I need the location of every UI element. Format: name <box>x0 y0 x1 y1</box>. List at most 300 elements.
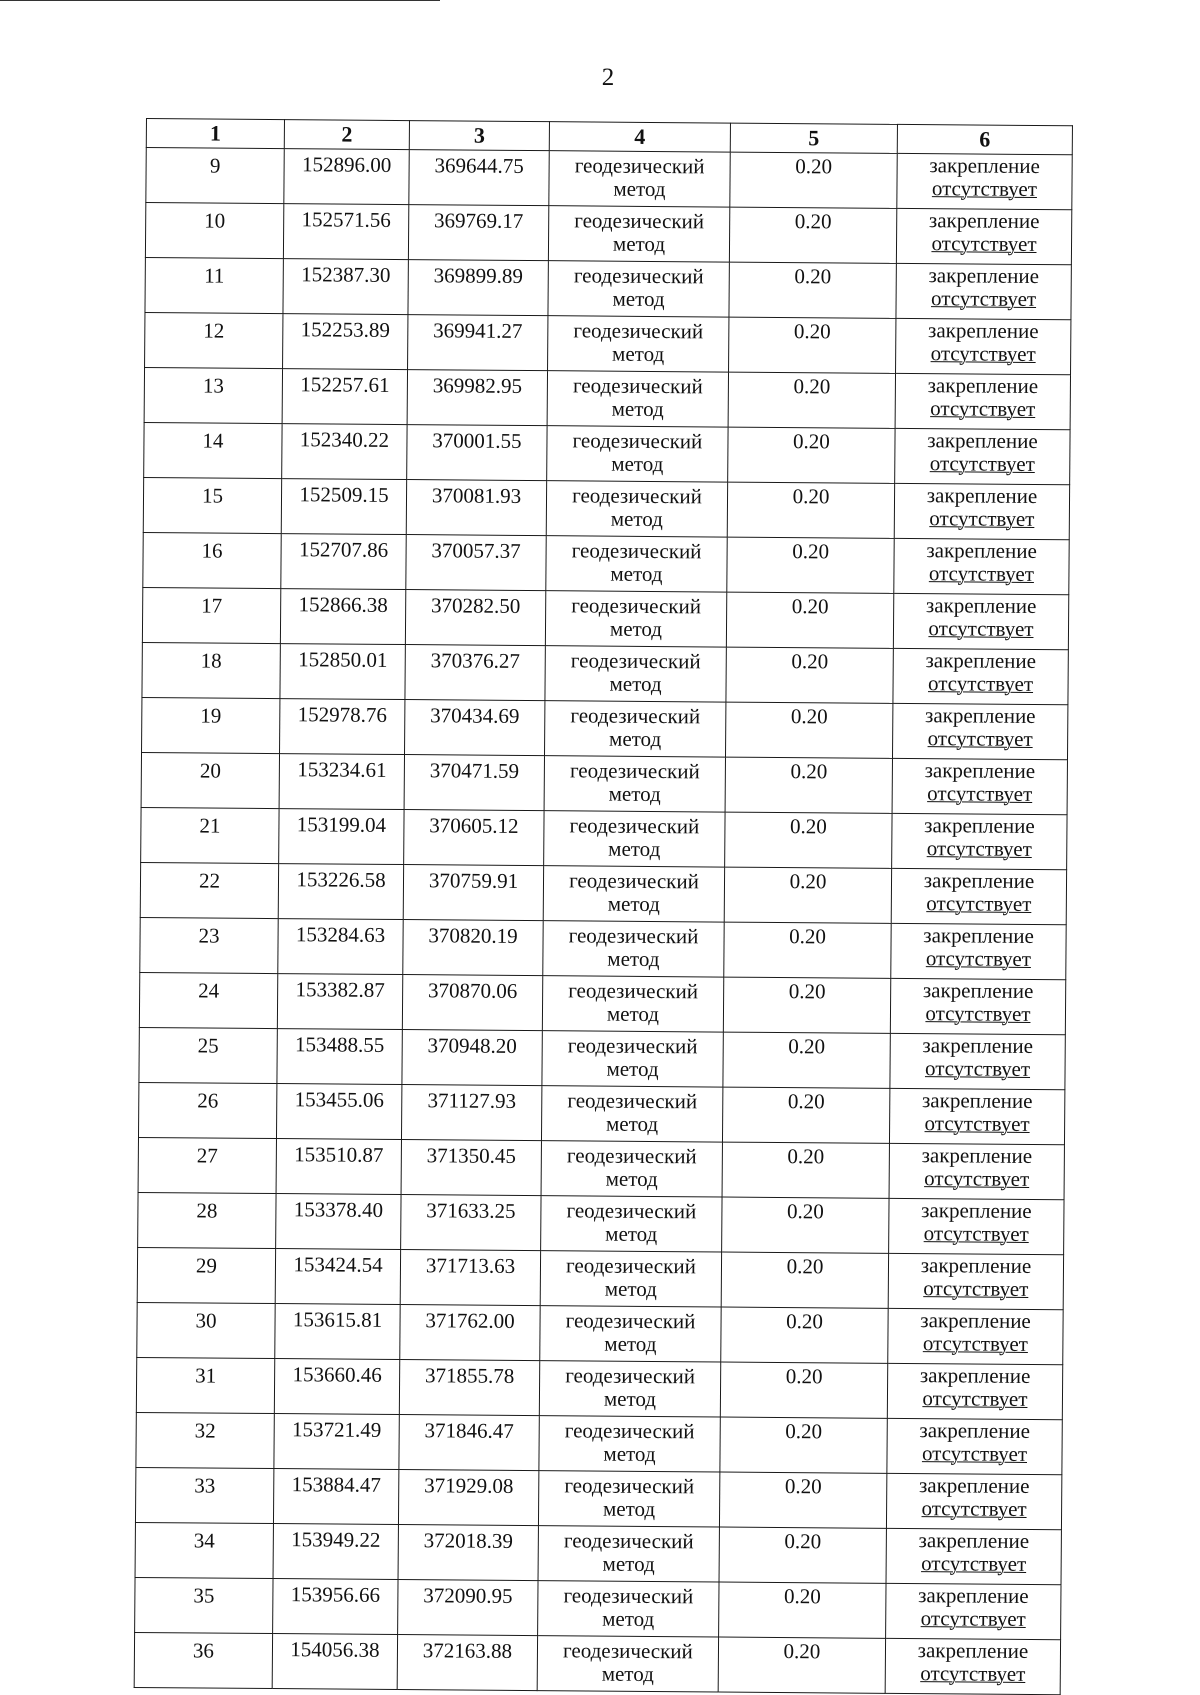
point-number-cell: 26 <box>138 1082 276 1138</box>
method-text-line1: геодезический <box>564 1418 695 1444</box>
y-coordinate-cell: 371929.08 <box>398 1470 538 1526</box>
y-coordinate-cell: 371713.63 <box>400 1250 540 1306</box>
method-text-line2: метод <box>607 891 660 917</box>
accuracy-cell: 0.20 <box>720 1362 887 1418</box>
fixing-description-cell <box>886 1528 1061 1584</box>
point-number-cell: 10 <box>145 203 283 259</box>
method-text-line2: метод <box>608 836 661 862</box>
method-text-line1: геодезический <box>562 1638 693 1664</box>
fixing-text-line2: отсутствует <box>930 286 1037 311</box>
point-number-cell: 35 <box>135 1577 273 1633</box>
fixing-description-cell <box>887 1363 1062 1419</box>
fixing-text-line2: отсутствует <box>923 1276 1029 1301</box>
accuracy-cell: 0.20 <box>724 867 891 923</box>
method-cell <box>539 1416 720 1472</box>
point-number-cell: 22 <box>140 862 278 918</box>
fixing-text-line2: отсутствует <box>925 1001 1031 1026</box>
table-row <box>139 1027 1065 1089</box>
point-number-cell: 13 <box>144 367 282 423</box>
fixing-description-cell <box>891 923 1066 979</box>
fixing-description-cell <box>895 373 1070 429</box>
fixing-description-cell <box>892 703 1067 759</box>
fixing-description-cell <box>889 1198 1064 1254</box>
point-number-cell: 11 <box>145 257 283 313</box>
fixing-text-line1: закрепление <box>923 923 1034 948</box>
point-number-cell: 14 <box>144 422 282 478</box>
y-coordinate-cell: 371762.00 <box>400 1305 540 1361</box>
method-text-line1: геодезический <box>574 153 705 179</box>
method-text-line2: метод <box>607 946 660 972</box>
method-cell <box>545 701 726 757</box>
method-text-line1: геодезический <box>573 263 704 289</box>
fixing-description-cell <box>886 1473 1061 1529</box>
method-text-line1: геодезический <box>569 868 699 894</box>
accuracy-cell: 0.20 <box>726 592 893 648</box>
fixing-text-line2: отсутствует <box>931 231 1037 256</box>
method-cell <box>547 371 728 427</box>
column-header: 2 <box>284 120 409 150</box>
method-text-line2: метод <box>605 1166 658 1192</box>
fixing-text-line1: закрепление <box>917 1638 1029 1663</box>
x-coordinate-cell: 152340.22 <box>282 424 407 480</box>
x-coordinate-cell: 153660.46 <box>274 1359 399 1415</box>
method-text-line2: метод <box>604 1331 657 1357</box>
table-row <box>135 1577 1061 1639</box>
fixing-description-cell <box>897 153 1072 209</box>
fixing-text-line1: закрепление <box>926 538 1037 564</box>
point-number-cell: 23 <box>140 917 278 973</box>
fixing-text-line2: отсутствует <box>922 1386 1028 1411</box>
point-number-cell: 25 <box>139 1027 277 1083</box>
fixing-text-line1: закрепление <box>925 593 1037 619</box>
x-coordinate-cell: 153488.55 <box>277 1029 402 1085</box>
y-coordinate-cell: 370376.27 <box>405 645 545 701</box>
fixing-description-cell <box>890 978 1065 1034</box>
accuracy-cell: 0.20 <box>723 977 890 1033</box>
coordinates-table <box>134 118 1073 1695</box>
x-coordinate-cell: 153234.61 <box>279 754 404 810</box>
method-text-line1: геодезический <box>566 1143 697 1169</box>
method-cell <box>540 1251 721 1307</box>
method-text-line2: метод <box>610 506 664 532</box>
method-cell <box>541 1141 722 1197</box>
fixing-description-cell <box>887 1418 1062 1474</box>
fixing-text-line1: закрепление <box>926 483 1038 509</box>
accuracy-cell: 0.20 <box>728 427 895 483</box>
fixing-text-line1: закрепление <box>928 318 1039 344</box>
y-coordinate-cell: 369769.17 <box>408 205 548 261</box>
y-coordinate-cell: 370870.06 <box>402 975 542 1031</box>
method-text-line1: геодезический <box>565 1308 696 1334</box>
point-number-cell: 17 <box>142 587 280 643</box>
y-coordinate-cell: 371846.47 <box>399 1415 539 1471</box>
method-cell <box>548 261 729 317</box>
fixing-description-cell <box>896 263 1071 319</box>
method-cell <box>548 206 729 262</box>
point-number-cell: 16 <box>143 532 281 588</box>
y-coordinate-cell: 370081.93 <box>406 480 546 536</box>
point-number-cell: 9 <box>146 148 284 204</box>
method-text-line2: метод <box>601 1661 654 1687</box>
method-text-line1: геодезический <box>572 373 703 399</box>
y-coordinate-cell: 371127.93 <box>401 1085 541 1141</box>
scan-edge-line <box>0 0 440 1</box>
fixing-description-cell <box>893 593 1068 649</box>
method-text-line1: геодезический <box>567 1088 698 1114</box>
table-row <box>141 752 1067 814</box>
y-coordinate-cell: 371633.25 <box>401 1195 541 1251</box>
table-row <box>137 1302 1063 1364</box>
fixing-text-line1: закрепление <box>927 373 1039 399</box>
method-text-line1: геодезический <box>565 1363 696 1389</box>
method-cell <box>540 1306 721 1362</box>
fixing-text-line2: отсутствует <box>927 726 1033 751</box>
table-row <box>138 1082 1064 1144</box>
accuracy-cell: 0.20 <box>718 1637 885 1693</box>
accuracy-cell: 0.20 <box>729 317 896 373</box>
x-coordinate-cell: 152387.30 <box>283 259 408 315</box>
y-coordinate-cell: 371855.78 <box>399 1360 539 1416</box>
fixing-text-line1: закрепление <box>919 1418 1031 1443</box>
fixing-text-line2: отсутствует <box>922 1331 1029 1356</box>
method-text-line1: геодезический <box>567 1033 698 1059</box>
table-row <box>136 1412 1062 1474</box>
fixing-text-line2: отсутствует <box>924 1111 1030 1136</box>
fixing-text-line2: отсутствует <box>924 1166 1030 1191</box>
method-text-line2: метод <box>612 231 666 257</box>
x-coordinate-cell: 152253.89 <box>283 314 408 370</box>
method-text-line2: метод <box>603 1386 657 1412</box>
fixing-text-line2: отсутствует <box>926 836 1032 861</box>
method-text-line2: метод <box>610 561 663 587</box>
fixing-text-line1: закрепление <box>921 1198 1032 1223</box>
y-coordinate-cell: 370605.12 <box>404 810 544 866</box>
column-header: 4 <box>549 122 730 152</box>
method-text-line1: геодезический <box>570 703 701 729</box>
fixing-text-line2: отсутствует <box>920 1661 1026 1686</box>
x-coordinate-cell: 152866.38 <box>280 589 405 645</box>
accuracy-cell: 0.20 <box>721 1307 888 1363</box>
method-cell <box>538 1526 719 1582</box>
method-text-line1: геодезический <box>566 1253 696 1279</box>
point-number-cell: 28 <box>138 1192 276 1248</box>
method-cell <box>538 1581 719 1637</box>
accuracy-cell: 0.20 <box>719 1527 886 1583</box>
accuracy-cell: 0.20 <box>728 372 895 428</box>
table-row <box>139 972 1065 1034</box>
column-header: 6 <box>897 124 1072 154</box>
y-coordinate-cell: 370759.91 <box>403 865 543 921</box>
accuracy-cell: 0.20 <box>725 812 892 868</box>
x-coordinate-cell: 153455.06 <box>276 1084 401 1140</box>
fixing-text-line2: отсутствует <box>929 506 1035 531</box>
table-row <box>144 367 1070 429</box>
method-cell <box>546 536 727 592</box>
x-coordinate-cell: 153284.63 <box>278 919 403 975</box>
method-text-line2: метод <box>606 1056 659 1082</box>
table-row <box>145 312 1071 374</box>
x-coordinate-cell: 153956.66 <box>273 1579 398 1635</box>
table-row <box>143 532 1069 594</box>
fixing-text-line2: отсутствует <box>921 1551 1027 1576</box>
point-number-cell: 29 <box>137 1247 275 1303</box>
method-text-line2: метод <box>609 671 662 697</box>
table-row <box>142 642 1068 704</box>
fixing-text-line1: закрепление <box>921 1088 1033 1113</box>
point-number-cell: 20 <box>141 752 279 808</box>
x-coordinate-cell: 153884.47 <box>273 1469 398 1525</box>
table-row <box>142 697 1068 759</box>
y-coordinate-cell: 370001.55 <box>407 425 547 481</box>
method-text-line2: метод <box>605 1221 658 1247</box>
point-number-cell: 31 <box>136 1357 274 1413</box>
fixing-text-line1: закрепление <box>928 263 1040 289</box>
y-coordinate-cell: 370282.50 <box>405 590 545 646</box>
y-coordinate-cell: 369941.27 <box>408 315 548 371</box>
fixing-text-line1: закрепление <box>925 648 1037 674</box>
fixing-text-line1: закрепление <box>928 208 1040 234</box>
accuracy-cell: 0.20 <box>723 1032 890 1088</box>
x-coordinate-cell: 153721.49 <box>274 1414 399 1470</box>
y-coordinate-cell: 372090.95 <box>398 1580 538 1636</box>
fixing-text-line1: закрепление <box>927 428 1038 454</box>
method-text-line1: геодезический <box>573 318 704 344</box>
fixing-text-line2: отсутствует <box>931 176 1038 201</box>
x-coordinate-cell: 153949.22 <box>273 1524 398 1580</box>
accuracy-cell: 0.20 <box>727 537 894 593</box>
fixing-text-line2: отсутствует <box>930 396 1036 421</box>
method-cell <box>545 646 726 702</box>
method-cell <box>549 151 730 207</box>
table-row <box>141 807 1067 869</box>
accuracy-cell: 0.20 <box>729 262 896 318</box>
table-row <box>143 477 1069 539</box>
fixing-description-cell <box>885 1638 1060 1694</box>
y-coordinate-cell: 371350.45 <box>401 1140 541 1196</box>
fixing-description-cell <box>895 428 1070 484</box>
fixing-description-cell <box>888 1308 1063 1364</box>
point-number-cell: 27 <box>138 1137 276 1193</box>
table-row <box>140 862 1066 924</box>
x-coordinate-cell: 153199.04 <box>279 809 404 865</box>
accuracy-cell: 0.20 <box>719 1472 886 1528</box>
method-cell <box>543 921 724 977</box>
method-cell <box>537 1636 718 1692</box>
point-number-cell: 36 <box>134 1632 272 1688</box>
method-text-line2: метод <box>606 1001 660 1027</box>
point-number-cell: 34 <box>135 1522 273 1578</box>
y-coordinate-cell: 370948.20 <box>402 1030 542 1086</box>
page-number: 2 <box>601 64 615 91</box>
fixing-description-cell <box>889 1143 1064 1199</box>
method-text-line2: метод <box>608 781 661 807</box>
accuracy-cell: 0.20 <box>727 482 894 538</box>
fixing-text-line2: отсутствует <box>924 1056 1031 1081</box>
fixing-text-line1: закрепление <box>918 1528 1030 1553</box>
fixing-description-cell <box>891 868 1066 924</box>
method-text-line2: метод <box>611 451 664 477</box>
method-text-line2: метод <box>611 396 664 422</box>
fixing-text-line2: отсутствует <box>920 1606 1026 1631</box>
point-number-cell: 30 <box>137 1302 275 1358</box>
column-header: 5 <box>730 123 897 153</box>
accuracy-cell: 0.20 <box>720 1417 887 1473</box>
method-text-line1: геодезический <box>571 538 702 564</box>
y-coordinate-cell: 370057.37 <box>406 535 546 591</box>
fixing-text-line2: отсутствует <box>927 781 1033 806</box>
y-coordinate-cell: 369982.95 <box>407 370 547 426</box>
point-number-cell: 19 <box>142 697 280 753</box>
point-number-cell: 12 <box>145 312 283 368</box>
x-coordinate-cell: 152896.00 <box>284 149 409 205</box>
method-text-line1: геодезический <box>569 813 700 839</box>
method-text-line1: геодезический <box>563 1528 694 1554</box>
fixing-description-cell <box>889 1088 1064 1144</box>
fixing-text-line2: отсутствует <box>928 561 1035 586</box>
fixing-text-line1: закрепление <box>918 1583 1029 1608</box>
fixing-description-cell <box>892 758 1067 814</box>
fixing-text-line2: отсутствует <box>921 1441 1028 1466</box>
method-text-line2: метод <box>613 176 666 202</box>
accuracy-cell: 0.20 <box>722 1142 889 1198</box>
table-body <box>134 148 1072 1695</box>
point-number-cell: 33 <box>135 1467 273 1523</box>
fixing-description-cell <box>894 538 1069 594</box>
accuracy-cell: 0.20 <box>729 207 896 263</box>
method-cell <box>539 1361 720 1417</box>
table-row <box>145 257 1071 319</box>
x-coordinate-cell: 152571.56 <box>283 204 408 260</box>
table-row <box>146 148 1072 210</box>
method-cell <box>542 976 723 1032</box>
fixing-text-line2: отсутствует <box>926 891 1032 916</box>
method-cell <box>548 316 729 372</box>
point-number-cell: 18 <box>142 642 280 698</box>
coordinates-table-container <box>146 118 1073 1688</box>
fixing-text-line2: отсутствует <box>930 341 1036 366</box>
method-cell <box>546 481 727 537</box>
fixing-text-line2: отсутствует <box>923 1221 1029 1246</box>
fixing-text-line2: отсутствует <box>927 671 1034 696</box>
y-coordinate-cell: 370471.59 <box>404 755 544 811</box>
fixing-description-cell <box>888 1253 1063 1309</box>
method-text-line2: метод <box>602 1551 655 1577</box>
table-row <box>142 587 1068 649</box>
table-row <box>138 1137 1064 1199</box>
x-coordinate-cell: 153510.87 <box>276 1139 401 1195</box>
point-number-cell: 15 <box>143 477 281 533</box>
method-cell <box>542 1031 723 1087</box>
accuracy-cell: 0.20 <box>719 1582 886 1638</box>
y-coordinate-cell: 370434.69 <box>405 700 545 756</box>
method-text-line1: геодезический <box>572 428 703 454</box>
method-cell <box>541 1196 722 1252</box>
fixing-text-line2: отсутствует <box>925 946 1032 971</box>
method-text-line2: метод <box>612 286 665 312</box>
accuracy-cell: 0.20 <box>722 1197 889 1253</box>
table-row <box>137 1247 1063 1309</box>
column-header: 3 <box>409 121 549 151</box>
table-row <box>134 1632 1060 1694</box>
fixing-text-line2: отсутствует <box>921 1496 1027 1521</box>
x-coordinate-cell: 152850.01 <box>280 644 405 700</box>
method-text-line2: метод <box>602 1606 655 1632</box>
x-coordinate-cell: 152509.15 <box>281 479 406 535</box>
method-text-line1: геодезический <box>569 758 700 784</box>
accuracy-cell: 0.20 <box>725 702 892 758</box>
y-coordinate-cell: 369644.75 <box>409 150 549 206</box>
fixing-description-cell <box>892 813 1067 869</box>
method-text-line1: геодезический <box>571 593 702 619</box>
fixing-text-line2: отсутствует <box>929 451 1035 476</box>
accuracy-cell: 0.20 <box>725 757 892 813</box>
y-coordinate-cell: 369899.89 <box>408 260 548 316</box>
y-coordinate-cell: 370820.19 <box>403 920 543 976</box>
y-coordinate-cell: 372163.88 <box>397 1635 537 1691</box>
table-row <box>136 1357 1062 1419</box>
y-coordinate-cell: 372018.39 <box>398 1525 538 1581</box>
method-text-line2: метод <box>604 1276 657 1302</box>
column-header: 1 <box>146 119 284 149</box>
method-cell <box>538 1471 719 1527</box>
fixing-text-line1: закрепление <box>924 703 1036 729</box>
method-cell <box>544 811 725 867</box>
x-coordinate-cell: 152978.76 <box>280 699 405 755</box>
fixing-text-line1: закрепление <box>919 1363 1031 1388</box>
accuracy-cell: 0.20 <box>724 922 891 978</box>
method-text-line1: геодезический <box>574 208 705 234</box>
fixing-text-line1: закрепление <box>922 1033 1034 1058</box>
fixing-text-line1: закрепление <box>924 758 1036 784</box>
method-text-line2: метод <box>612 341 665 367</box>
point-number-cell: 21 <box>141 807 279 863</box>
fixing-text-line1: закрепление <box>918 1473 1030 1498</box>
accuracy-cell: 0.20 <box>726 647 893 703</box>
fixing-description-cell <box>890 1033 1065 1089</box>
point-number-cell: 32 <box>136 1412 274 1468</box>
table-row <box>140 917 1066 979</box>
fixing-description-cell <box>894 483 1069 539</box>
x-coordinate-cell: 153615.81 <box>275 1304 400 1360</box>
method-text-line1: геодезический <box>566 1198 697 1224</box>
accuracy-cell: 0.20 <box>730 152 897 208</box>
method-text-line1: геодезический <box>572 483 703 509</box>
table-row <box>135 1522 1061 1584</box>
method-cell <box>541 1086 722 1142</box>
fixing-text-line2: отсутствует <box>928 616 1034 641</box>
fixing-description-cell <box>896 208 1071 264</box>
x-coordinate-cell: 152257.61 <box>282 369 407 425</box>
point-number-cell: 24 <box>139 972 277 1028</box>
fixing-text-line1: закрепление <box>921 1143 1033 1168</box>
method-text-line2: метод <box>609 616 663 642</box>
fixing-description-cell <box>886 1583 1061 1639</box>
table-row <box>135 1467 1061 1529</box>
x-coordinate-cell: 153382.87 <box>277 974 402 1030</box>
fixing-description-cell <box>893 648 1068 704</box>
method-text-line1: геодезический <box>570 648 701 674</box>
fixing-text-line1: закрепление <box>920 1308 1031 1333</box>
method-cell <box>547 426 728 482</box>
fixing-text-line1: закрепление <box>929 153 1040 179</box>
method-text-line2: метод <box>608 726 662 752</box>
method-text-line1: геодезический <box>568 978 699 1004</box>
method-cell <box>545 591 726 647</box>
method-text-line1: геодезический <box>563 1583 694 1609</box>
method-text-line1: геодезический <box>564 1473 695 1499</box>
accuracy-cell: 0.20 <box>722 1087 889 1143</box>
method-text-line2: метод <box>603 1441 656 1467</box>
